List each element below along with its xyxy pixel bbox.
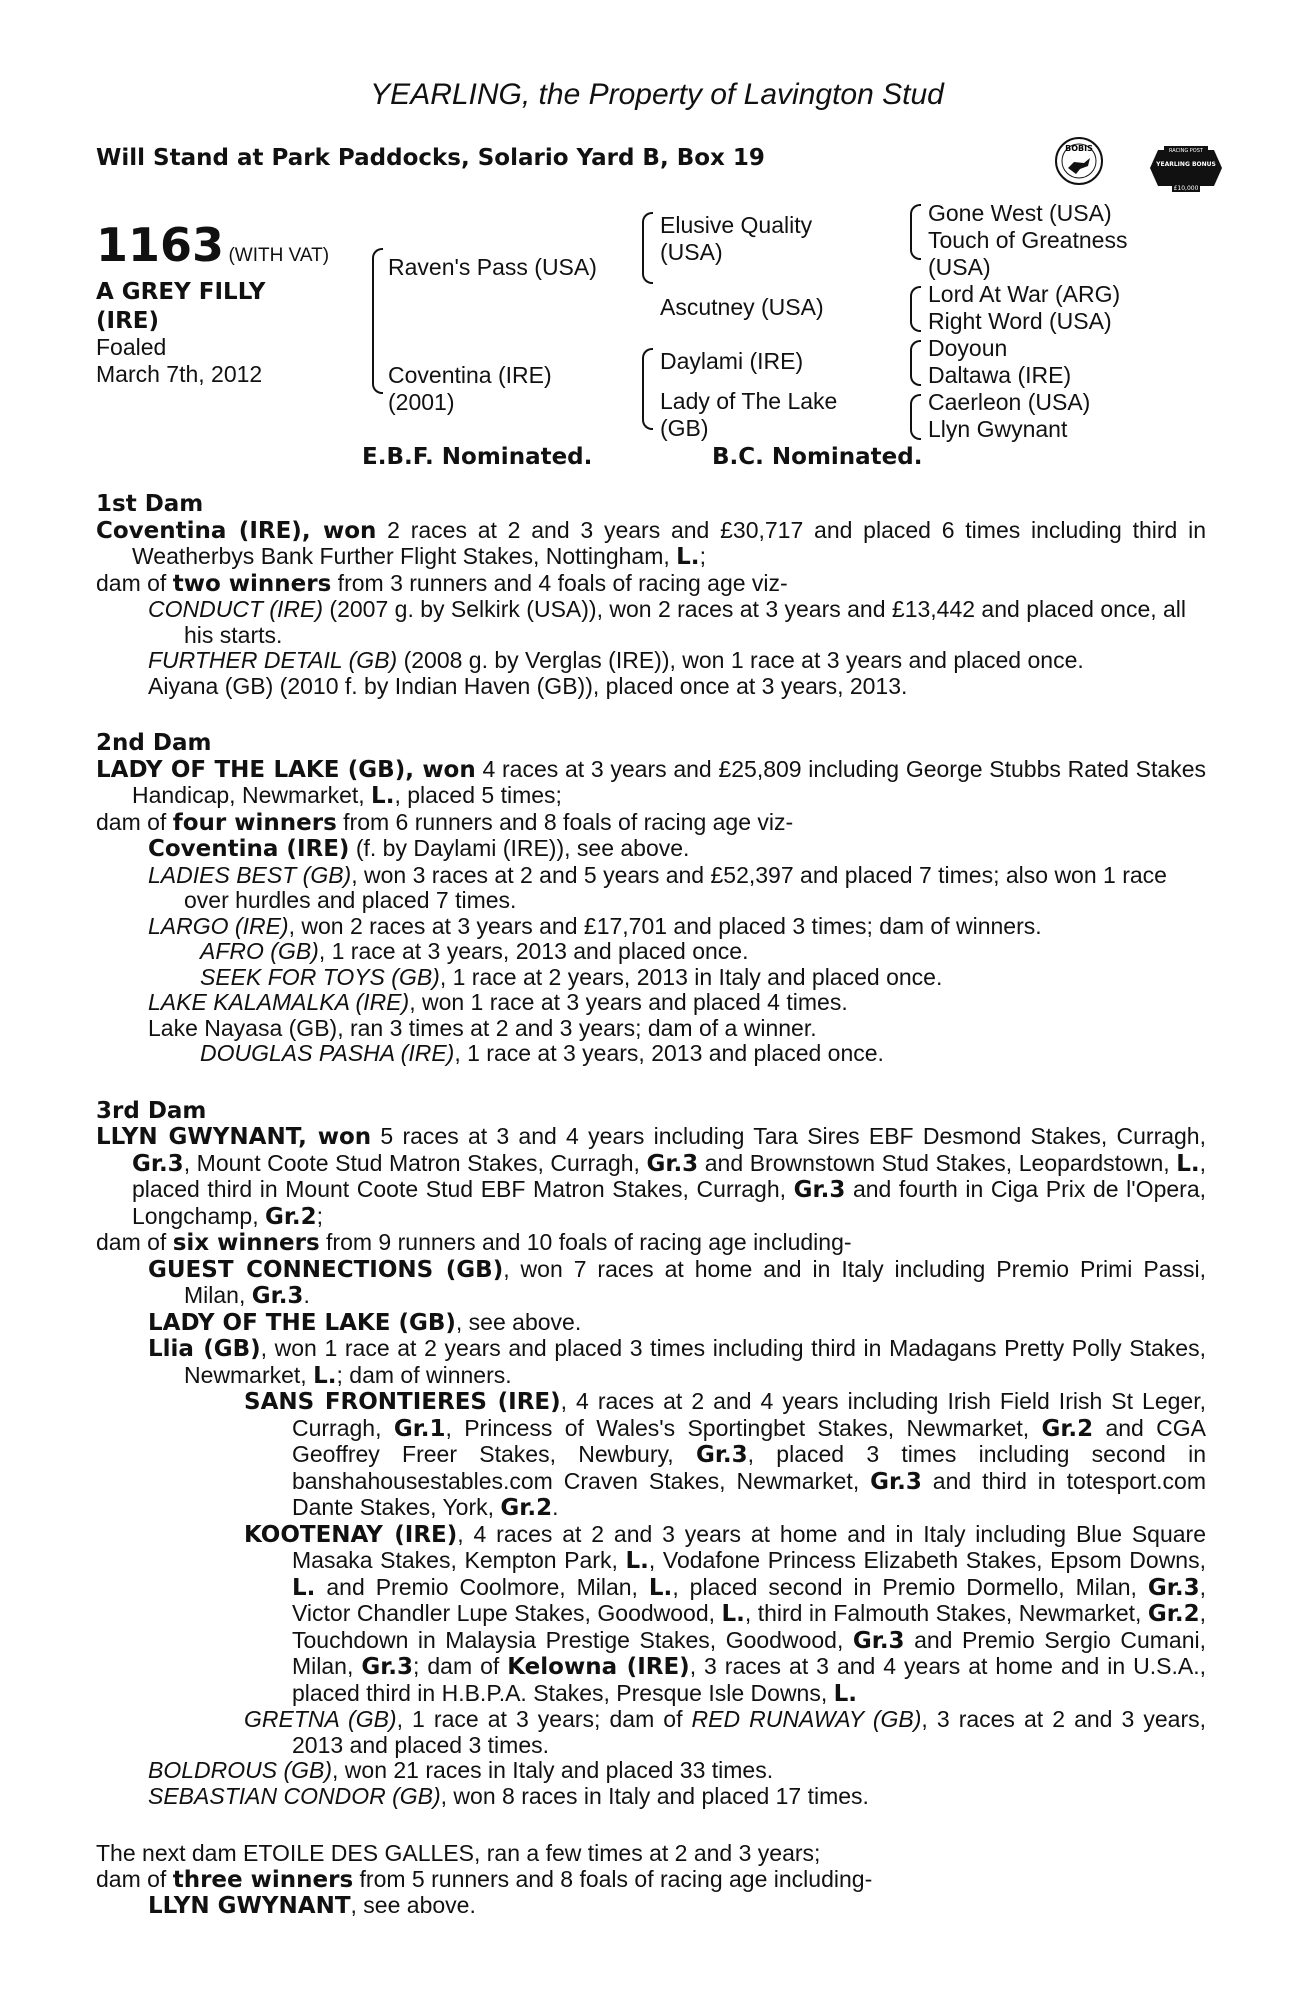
- ped-dsd: Daltawa (IRE): [928, 362, 1072, 388]
- page-title: YEARLING, the Property of Lavington Stud: [370, 78, 944, 111]
- list-item: BOLDROUS (GB), won 21 races in Italy and placed 33 times.: [148, 1757, 774, 1783]
- logo-amount: £10,000: [1173, 185, 1199, 192]
- list-item: SANS FRONTIERES (IRE), 4 races at 2 and 4 years including Irish Field Irish St Leger, Curragh, Gr.1, Princess of Wales's Sportingbet Stakes, Newmarket, Gr.2 and CGA Geoffrey Freer Stakes, Newbury, Gr.3, placed 3 times including second in banshahousestables.com Craven Stakes, Newmarket, Gr.3 and third in totesport.com Dante Stakes, York, Gr.2.: [244, 1388, 1207, 1521]
- second-dam-produce: dam of four winners from 6 runners and 8 foals of racing age viz-: [96, 808, 794, 836]
- first-dam-record: Coventina (IRE), won 2 races at 2 and 3 years and £30,717 and placed 6 times including third in Weatherbys Bank Further Flight Stakes, Nottingham, L.;: [96, 516, 1206, 570]
- ebf-nominated: E.B.F. Nominated.: [362, 444, 593, 470]
- third-dam-section: [96, 1099, 1206, 1810]
- brace-gen3-1: [910, 204, 921, 260]
- ped-sss: Gone West (USA): [928, 200, 1112, 226]
- bobis-logo: [1054, 136, 1104, 186]
- next-dam-section: [96, 1841, 1206, 1920]
- second-dam-heading: 2nd Dam: [96, 730, 212, 756]
- list-item: LARGO (IRE), won 2 races at 3 years and £17,701 and placed 3 times; dam of winners.: [148, 912, 1042, 939]
- brace-gen2-dam: [642, 348, 653, 430]
- list-item: LLYN GWYNANT, see above.: [148, 1892, 476, 1919]
- first-dam-produce: dam of two winners from 3 runners and 4 foals of racing age viz-: [96, 569, 788, 597]
- ped-ds: Daylami (IRE): [660, 348, 804, 374]
- brace-gen3-2: [910, 286, 921, 332]
- brace-gen3-3: [910, 340, 921, 386]
- foaled-label: Foaled: [96, 334, 167, 360]
- vat-label: (WITH VAT): [228, 245, 330, 266]
- ped-sds: Lord At War (ARG): [928, 281, 1121, 307]
- list-item: DOUGLAS PASHA (IRE), 1 race at 3 years, 2013 and placed once.: [200, 1040, 884, 1066]
- list-item: AFRO (GB), 1 race at 3 years, 2013 and placed once.: [200, 938, 749, 964]
- stand-location: Will Stand at Park Paddocks, Solario Yard B, Box 19: [96, 145, 765, 171]
- list-item: Coventina (IRE) (f. by Daylami (IRE)), see above.: [148, 835, 690, 862]
- foaled-info: [96, 334, 262, 388]
- yearling-bonus-logo: [1148, 142, 1224, 194]
- third-dam-produce: dam of six winners from 9 runners and 10 foals of racing age including-: [96, 1229, 852, 1256]
- list-item: KOOTENAY (IRE), 4 races at 2 and 3 years at home and in Italy including Blue Square Masaka Stakes, Kempton Park, L., Vodafone Princess Elizabeth Stakes, Epsom Downs, L. and Premio Coolmore, Milan, L., placed second in Premio Dormello, Milan, Gr.3, Victor Chandler Lupe Stakes, Goodwood, L., third in Falmouth Stakes, Newmarket, Gr.2, Touchdown in Malaysia Prestige Stakes, Goodwood, Gr.3 and Premio Sergio Cumani, Milan, Gr.3; dam of Kelowna (IRE), 3 races at 3 and 4 years at home and in U.S.A., placed third in H.B.P.A. Stakes, Presque Isle Downs, L.: [244, 1520, 1207, 1707]
- ped-sd: Ascutney (USA): [660, 294, 824, 320]
- ped-dd: Lady of The Lake (GB): [660, 388, 838, 441]
- list-item: LADY OF THE LAKE (GB), see above.: [148, 1308, 582, 1336]
- second-dam-section: [96, 731, 1206, 1067]
- ped-dds: Caerleon (USA): [928, 389, 1091, 415]
- next-dam-record: The next dam ETOILE DES GALLES, ran a few times at 2 and 3 years;: [96, 1840, 821, 1866]
- brace-gen2-sire: [642, 212, 653, 284]
- lot-number: 1163: [96, 218, 225, 272]
- logo-yearling-bonus: YEARLING BONUS: [1156, 161, 1216, 168]
- foaled-date: March 7th, 2012: [96, 361, 263, 387]
- ped-dam: Coventina (IRE) (2001): [388, 362, 552, 415]
- list-item: FURTHER DETAIL (GB) (2008 g. by Verglas (IRE)), won 1 race at 3 years and placed once.: [148, 647, 1084, 673]
- list-item: Aiyana (GB) (2010 f. by Indian Haven (GB)), placed once at 3 years, 2013.: [148, 672, 908, 699]
- ped-ss: Elusive Quality (USA): [660, 212, 813, 265]
- bobis-logo-text: BOBIS: [1065, 144, 1093, 153]
- list-item: Lake Nayasa (GB), ran 3 times at 2 and 3 years; dam of a winner.: [148, 1014, 817, 1041]
- next-dam-produce: dam of three winners from 5 runners and 8 foals of racing age including-: [96, 1865, 873, 1893]
- logo-racing-post: RACING POST: [1169, 148, 1203, 154]
- third-dam-heading: 3rd Dam: [96, 1097, 207, 1124]
- ped-dss: Doyoun: [928, 335, 1008, 361]
- third-dam-record: LLYN GWYNANT, won 5 races at 3 and 4 years including Tara Sires EBF Desmond Stakes, Curragh, Gr.3, Mount Coote Stud Matron Stakes, Curragh, Gr.3 and Brownstown Stud Stakes, Leopardstown, L., placed third in Mount Coote Stud EBF Matron Stakes, Curragh, Gr.3 and fourth in Ciga Prix de l'Opera, Longchamp, Gr.2;: [96, 1123, 1206, 1230]
- list-item: SEEK FOR TOYS (GB), 1 race at 2 years, 2013 in Italy and placed once.: [200, 963, 943, 990]
- catalogue-body: [96, 492, 1206, 1920]
- first-dam-section: [96, 492, 1206, 699]
- list-item: GRETNA (GB), 1 race at 3 years; dam of RED RUNAWAY (GB), 3 races at 2 and 3 years, 2013 and placed 3 times.: [244, 1706, 1207, 1758]
- list-item: SEBASTIAN CONDOR (GB), won 8 races in Italy and placed 17 times.: [148, 1782, 869, 1809]
- brace-gen1: [372, 248, 383, 394]
- lot-number-block: [96, 218, 329, 272]
- list-item: CONDUCT (IRE) (2007 g. by Selkirk (USA)), won 2 races at 3 years and £13,442 and placed once, all his starts.: [148, 596, 1187, 648]
- horse-description: A GREY FILLY (IRE): [96, 279, 266, 334]
- ped-ddd: Llyn Gwynant: [928, 416, 1068, 442]
- bc-nominated: B.C. Nominated.: [712, 444, 923, 470]
- first-dam-heading: 1st Dam: [96, 491, 204, 517]
- list-item: LAKE KALAMALKA (IRE), won 1 race at 3 years and placed 4 times.: [148, 989, 848, 1015]
- brace-gen3-4: [910, 394, 921, 440]
- ped-sdd: Right Word (USA): [928, 308, 1112, 334]
- list-item: Llia (GB), won 1 race at 2 years and placed 3 times including third in Madagans Pretty Polly Stakes, Newmarket, L.; dam of winners.: [148, 1335, 1206, 1389]
- second-dam-record: LADY OF THE LAKE (GB), won 4 races at 3 years and £25,809 including George Stubbs Rated Stakes Handicap, Newmarket, L., placed 5 times;: [96, 755, 1206, 809]
- ped-ssd: Touch of Greatness (USA): [928, 227, 1128, 280]
- ped-sire: Raven's Pass (USA): [388, 254, 597, 280]
- list-item: LADIES BEST (GB), won 3 races at 2 and 5 years and £52,397 and placed 7 times; also won 1 race over hurdles and placed 7 times.: [148, 861, 1167, 913]
- list-item: GUEST CONNECTIONS (GB), won 7 races at home and in Italy including Premio Primi Passi, Milan, Gr.3.: [148, 1255, 1206, 1309]
